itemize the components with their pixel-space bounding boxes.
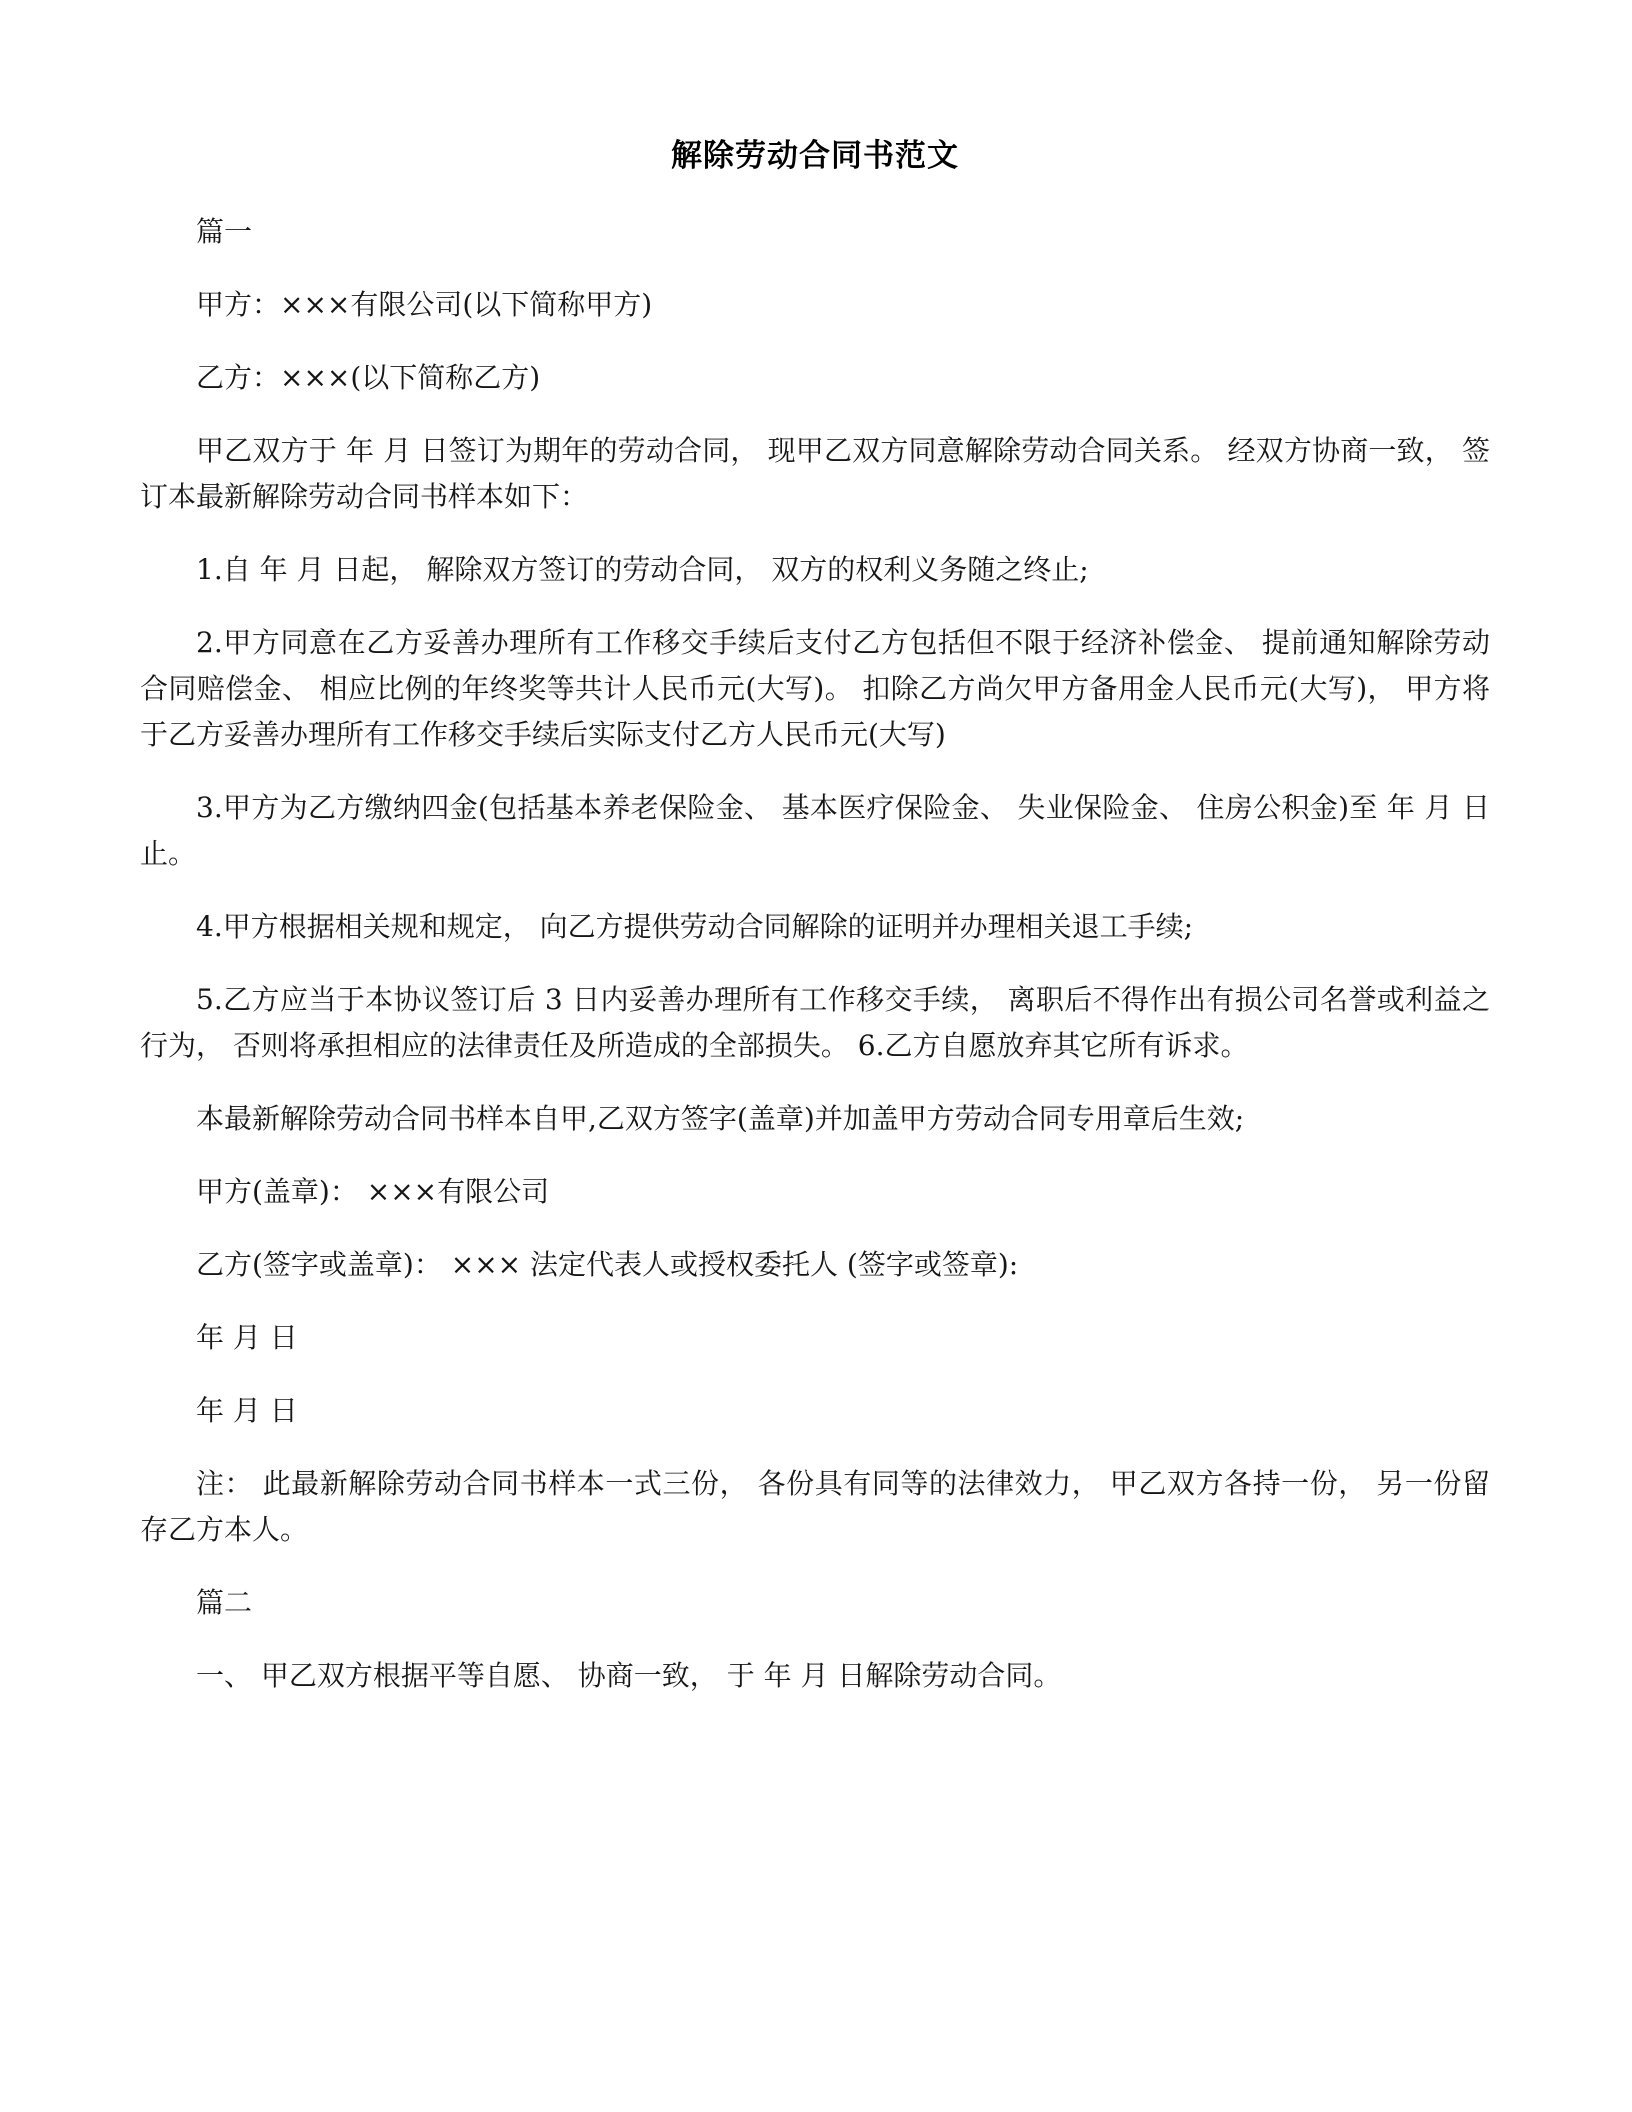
paragraph: 4.甲方根据相关规和规定， 向乙方提供劳动合同解除的证明并办理相关退工手续; [196,910,1194,944]
document-title: 解除劳动合同书范文 [671,138,959,174]
paragraph: 甲方(盖章)： ×××有限公司 [196,1175,550,1209]
paragraph: 1.自 年 月 日起， 解除双方签订的劳动合同， 双方的权利义务随之终止; [196,553,1089,587]
paragraph: 篇一 [196,215,253,249]
paragraph: 一、 甲乙双方根据平等自愿、 协商一致， 于 年 月 日解除劳动合同。 [196,1659,1062,1693]
paragraph: 甲方：×××有限公司(以下简称甲方) [196,288,653,322]
paragraph: 5.乙方应当于本协议签订后 3 日内妥善办理所有工作移交手续， 离职后不得作出有损公司名誉或利益之行为， 否则将承担相应的法律责任及所造成的全部损失。 6.乙方自愿放弃其它所有诉求。 [140,983,1490,1063]
document-body [140,209,1490,1699]
paragraph: 3.甲方为乙方缴纳四金(包括基本养老保险金、 基本医疗保险金、 失业保险金、 住房公积金)至 年 月 日止。 [140,791,1490,871]
paragraph: 年 月 日 [196,1321,298,1355]
paragraph: 乙方(签字或盖章)： ××× 法定代表人或授权委托人 (签字或签章): [196,1248,1019,1282]
paragraph: 乙方：×××(以下简称乙方) [196,361,541,395]
paragraph: 2.甲方同意在乙方妥善办理所有工作移交手续后支付乙方包括但不限于经济补偿金、 提前通知解除劳动合同赔偿金、 相应比例的年终奖等共计人民币元(大写)。 扣除乙方尚欠甲方备用金人民币元(大写)， 甲方将于乙方妥善办理所有工作移交手续后实际支付乙方人民币元(大写) [140,626,1490,752]
paragraph: 甲乙双方于 年 月 日签订为期年的劳动合同， 现甲乙双方同意解除劳动合同关系。 经双方协商一致， 签订本最新解除劳动合同书样本如下： [140,434,1490,514]
paragraph: 篇二 [196,1586,253,1620]
paragraph: 本最新解除劳动合同书样本自甲,乙双方签字(盖章)并加盖甲方劳动合同专用章后生效; [196,1102,1245,1136]
paragraph: 年 月 日 [196,1394,298,1428]
paragraph: 注： 此最新解除劳动合同书样本一式三份， 各份具有同等的法律效力， 甲乙双方各持一份， 另一份留存乙方本人。 [140,1467,1490,1547]
